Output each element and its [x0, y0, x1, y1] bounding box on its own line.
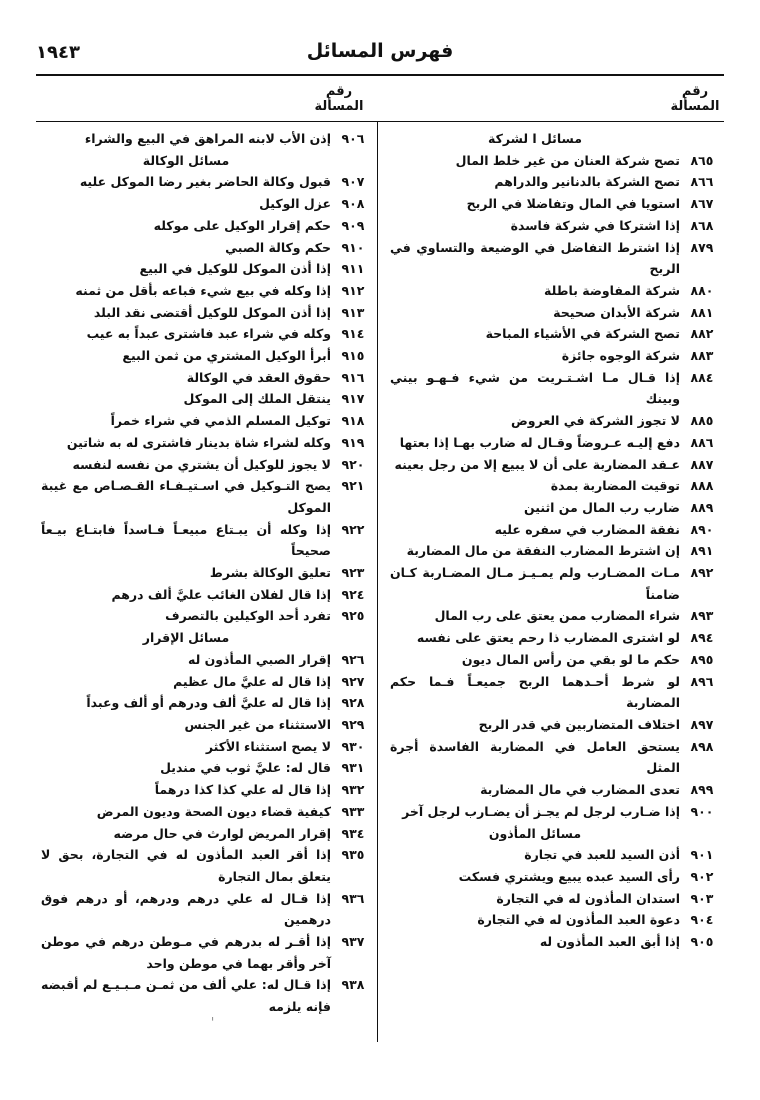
index-entry — [386, 779, 724, 801]
index-entry — [386, 909, 724, 931]
entry-text: دعوة العبد المأذون له في التجارة — [477, 912, 680, 928]
index-entry — [37, 779, 375, 801]
entry-text: أبرأ الوكيل المشتري من ثمن البيع — [122, 348, 331, 364]
entry-text: قال له: عليَّ ثوب في منديل — [160, 760, 331, 776]
index-entry — [37, 215, 375, 237]
entry-number: ٩٣٢ — [341, 782, 365, 798]
entry-text: شركة المفاوضة باطلة — [544, 282, 680, 298]
entry-number: ٩٣٨ — [341, 977, 365, 993]
entry-text: إذا قال له عليَّ ألف ودرهم أو ألف وعبداً — [86, 695, 331, 711]
entry-text: لو اشترى المضارب ذا رحم يعتق على نفسه — [416, 630, 680, 646]
entry-text: إذا قـال له: علي ألف من ثمـن مـبـيـع لم أقبضه فإنه يلزمه — [41, 977, 331, 1015]
index-entry — [37, 801, 375, 823]
entry-text: عـقد المضاربة على أن لا يبيع إلا من رجل بعينه — [394, 456, 680, 472]
entry-number: ٩٣٣ — [341, 803, 365, 819]
entry-number: ٩٢٢ — [341, 521, 365, 537]
index-entry — [386, 540, 724, 562]
entry-number: ٩١٤ — [341, 326, 365, 342]
index-entry — [37, 388, 375, 410]
entry-text: اختلاف المتضاربين في قدر الربح — [478, 716, 680, 732]
entry-number: ٩١٢ — [341, 282, 365, 298]
section-title: مسائل المأذون — [488, 825, 582, 841]
entry-text: ضارب رب المال من اثنين — [523, 499, 680, 515]
entry-text: إذا أذن الموكل للوكيل أقتضى نقد البلد — [93, 304, 331, 320]
entry-number: ٩٠٢ — [690, 868, 714, 884]
entry-text: تعدى المضارب في مال المضاربة — [480, 782, 680, 798]
entry-number: ٨٩٢ — [690, 565, 714, 581]
entry-text: إذا اشتركا في شركة فاسدة — [510, 217, 680, 233]
entry-text: إذا قال لفلان الغائب عليَّ ألف درهم — [111, 586, 331, 602]
index-entry — [386, 671, 724, 714]
entry-text: توكيل المسلم الذمي في شراء خمراً — [110, 413, 331, 429]
entry-number: ٨٩٤ — [690, 630, 714, 646]
index-entry — [386, 931, 724, 953]
index-entry — [386, 714, 724, 736]
index-entry — [386, 605, 724, 627]
entry-number: ٨٩٦ — [690, 673, 714, 689]
section-heading — [37, 150, 375, 172]
entry-number: ٩١٩ — [341, 434, 365, 450]
entry-number: ٩٣٦ — [341, 890, 365, 906]
index-entry — [386, 302, 724, 324]
index-entry — [37, 128, 375, 150]
entry-number: ٩٢٠ — [341, 456, 365, 472]
entry-text: لا تجوز الشركة في العروض — [510, 413, 680, 429]
entry-text: تعليق الوكالة بشرط — [209, 565, 331, 581]
index-entry — [37, 714, 375, 736]
entry-text: إذا وكله في بيع شيء فباعه بأقل من ثمنه — [75, 282, 331, 298]
entry-text: وكله لشراء شاة بدينار فاشترى له به شاتين — [66, 434, 331, 450]
column-divider — [377, 122, 378, 1042]
entry-text: إذن الأب لابنه المراهق في البيع والشراء — [84, 131, 331, 146]
entry-number: ٩٠٣ — [690, 890, 714, 906]
index-entry — [37, 584, 375, 606]
entry-text: يستحق العامل في المضاربة الفاسدة أجرة المثل — [390, 738, 680, 776]
section-title: مسائل الإقرار — [142, 630, 230, 646]
index-entry — [386, 215, 724, 237]
entry-number: ٩١٧ — [341, 391, 365, 407]
entry-number: ٩٣٥ — [341, 847, 365, 863]
entry-number: ٨٨٧ — [690, 456, 714, 472]
index-entry — [37, 367, 375, 389]
index-entry — [386, 323, 724, 345]
index-entry — [37, 475, 375, 518]
index-entry — [386, 432, 724, 454]
entry-text: إذا أقر العبد المأذون له في التجارة، بحق لا يتعلق بمال التجارة — [41, 847, 331, 884]
entry-number: ٨٨٤ — [690, 369, 714, 385]
entry-text: تفرد أحد الوكيلين بالتصرف — [165, 608, 331, 624]
entry-text: إذا ضـارب لرجل لم يجـز أن يضـارب لرجل آخر — [402, 803, 680, 819]
index-entry — [37, 432, 375, 454]
entry-number: ٩٢٦ — [341, 651, 365, 667]
index-entry — [37, 605, 375, 627]
entry-number: ٩٣٠ — [341, 738, 365, 754]
index-entry — [386, 562, 724, 605]
entry-text: حكم وكالة الصبي — [225, 239, 331, 255]
index-entry — [37, 562, 375, 584]
entry-text: كيفية قضاء ديون الصحة وديون المرض — [96, 803, 331, 819]
entry-text: لا يصح استثناء الأكثر — [205, 738, 331, 754]
entry-number: ٩١٣ — [341, 304, 365, 320]
left-column — [37, 128, 375, 1018]
entry-text: إقرار المريض لوارث في حال مرضه — [113, 825, 331, 841]
entry-number: ٨٩١ — [690, 543, 714, 559]
entry-text: تصح شركة العنان من غير خلط المال — [455, 152, 680, 168]
index-entry — [37, 454, 375, 476]
entry-number: ٩٠٨ — [341, 196, 365, 212]
entry-text: لو شرط أحـدهما الربح جميعـاً فـما حكم المضاربة — [390, 673, 680, 711]
section-title: مسائل الوكالة — [142, 152, 230, 168]
entry-number: ٨٧٩ — [690, 239, 714, 255]
entry-text: تصح الشركة بالدنانير والدراهم — [494, 174, 680, 190]
entry-text: إذا قـال مـا اشـتـريت من شيء فـهـو بيني وبينك — [390, 369, 680, 407]
entry-text: مـات المضـارب ولم يمـيـز مـال المضـاربة كـان ضامناً — [390, 565, 680, 602]
index-entry — [37, 931, 375, 974]
index-entry — [386, 801, 724, 823]
index-entry — [386, 627, 724, 649]
entry-number: ٨٨١ — [690, 304, 714, 320]
index-entry — [37, 237, 375, 259]
right-column-heading: رقم المسألة — [670, 84, 720, 114]
entry-number: ٨٨٩ — [690, 499, 714, 515]
index-entry — [37, 323, 375, 345]
entry-number: ٨٩٥ — [690, 651, 714, 667]
index-entry — [37, 974, 375, 1017]
page-number: ١٩٤٣ — [36, 42, 80, 63]
index-entry — [386, 497, 724, 519]
entry-number: ٨٨٢ — [690, 326, 714, 342]
index-entry — [37, 171, 375, 193]
index-entry — [386, 367, 724, 410]
index-entry — [386, 649, 724, 671]
index-entry — [386, 193, 724, 215]
entry-number: ٩٢٥ — [341, 608, 365, 624]
index-entry — [37, 649, 375, 671]
entry-number: ٨٨٣ — [690, 348, 714, 364]
entry-text: أذن السيد للعبد في تجارة — [524, 847, 680, 863]
entry-text: توقيت المضاربة بمدة — [550, 478, 680, 494]
index-entry — [386, 475, 724, 497]
entry-number: ٨٩٩ — [690, 782, 714, 798]
entry-number: ٩٢١ — [341, 478, 365, 494]
left-column-heading: رقم المسألة — [314, 84, 364, 114]
entry-text: إقرار الصبي المأذون له — [187, 651, 331, 667]
entry-number: ٩٣٧ — [341, 934, 365, 950]
entry-number: ٩٠٥ — [690, 934, 714, 950]
index-entry — [386, 888, 724, 910]
entry-text: يصح التـوكيل في اسـتيـفـاء القـصـاص مع غيبة الموكل — [41, 478, 331, 515]
index-entry — [386, 410, 724, 432]
right-column — [386, 128, 724, 953]
section-heading — [386, 823, 724, 845]
entry-text: إذا اشترط التفاضل في الوضيعة والتساوي في الربح — [390, 239, 680, 277]
entry-number: ٩١٦ — [341, 369, 365, 385]
index-entry — [386, 736, 724, 779]
index-entry — [37, 258, 375, 280]
entry-number: ٨٩٣ — [690, 608, 714, 624]
entry-number: ٨٩٠ — [690, 521, 714, 537]
entry-text: لا يجوز للوكيل أن يشتري من نفسه لنفسه — [72, 456, 331, 472]
entry-number: ٨٨٠ — [690, 282, 714, 298]
entry-text: إذا قال له عليَّ مال عظيم — [173, 673, 331, 689]
section-heading — [386, 128, 724, 150]
index-entry — [386, 150, 724, 172]
entry-number: ٩٢٩ — [341, 716, 365, 732]
entry-number: ٨٩٧ — [690, 716, 714, 732]
entry-text: دفع إليـه عـروضاً وقـال له ضارب بهـا إذا بعتها — [399, 434, 680, 450]
entry-text: شركة الوجوه جائزة — [561, 348, 680, 364]
index-entry — [37, 757, 375, 779]
entry-text: إذا قـال له علي درهم ودرهم، أو درهم فوق درهمين — [41, 890, 331, 928]
column-heading-rule — [36, 121, 724, 122]
page-title: فهرس المسائل — [306, 40, 454, 62]
entry-text: نفقة المضارب في سفره عليه — [494, 521, 680, 537]
entry-number: ٩٢٨ — [341, 695, 365, 711]
index-entry — [37, 280, 375, 302]
entry-text: ينتقل الملك إلى الموكل — [183, 391, 331, 407]
entry-number: ٨٨٥ — [690, 413, 714, 429]
index-entry — [37, 671, 375, 693]
index-entry — [37, 692, 375, 714]
entry-number: ٨٦٧ — [690, 196, 714, 212]
entry-text: إذا قال له علي كذا كذا درهماً — [154, 782, 331, 798]
index-entry — [37, 519, 375, 562]
index-entry — [37, 345, 375, 367]
entry-text: إذا أذن الموكل للوكيل في البيع — [139, 261, 331, 277]
index-entry — [37, 888, 375, 931]
entry-number: ٨٦٦ — [690, 174, 714, 190]
entry-number: ٩٠٦ — [341, 131, 365, 146]
entry-text: حكم ما لو بقي من رأس المال ديون — [461, 651, 680, 667]
entry-number: ٩٠٩ — [341, 217, 365, 233]
entry-number: ٨٦٥ — [690, 152, 714, 168]
entry-text: شركة الأبدان صحيحة — [553, 304, 680, 320]
index-entry — [386, 237, 724, 280]
entry-number: ٩٢٤ — [341, 586, 365, 602]
entry-text: إذا وكله أن يبـتاع مبيعـاً فـاسداً فابتـاع بيـعاً صحيحاً — [41, 521, 331, 559]
index-entry — [386, 171, 724, 193]
index-entry — [386, 280, 724, 302]
footer-mark: ᵎ — [212, 1016, 214, 1026]
header-rule — [36, 74, 724, 76]
index-entry — [386, 454, 724, 476]
index-entry — [386, 519, 724, 541]
entry-number: ٨٨٦ — [690, 434, 714, 450]
index-entry — [37, 302, 375, 324]
entry-number: ٨٦٨ — [690, 217, 714, 233]
entry-number: ٩١٨ — [341, 413, 365, 429]
index-entry — [386, 844, 724, 866]
index-entry — [386, 345, 724, 367]
entry-number: ٩٠٧ — [341, 174, 365, 190]
entry-text: استدان المأذون له في التجارة — [496, 890, 680, 906]
index-entry — [386, 866, 724, 888]
entry-number: ٩٢٧ — [341, 673, 365, 689]
entry-text: وكله في شراء عبد فاشترى عبداً به عيب — [86, 326, 331, 342]
entry-number: ٩٠٠ — [690, 803, 714, 819]
index-entry — [37, 823, 375, 845]
entry-text: حقوق العقد في الوكالة — [186, 369, 331, 385]
entry-number: ٩٠٤ — [690, 912, 714, 928]
entry-text: رأى السيد عبده يبيع ويشتري فسكت — [458, 868, 680, 884]
index-entry — [37, 736, 375, 758]
entry-text: استويا في المال وتفاضلا في الربح — [466, 196, 680, 212]
index-entry — [37, 193, 375, 215]
entry-text: إذا أقـر له بدرهم في مـوطن درهم في موطن آخر وأقر بهما في موطن واحد — [41, 934, 331, 971]
entry-text: الاستثناء من غير الجنس — [184, 716, 331, 732]
entry-number: ٩٣٤ — [341, 825, 365, 841]
entry-number: ٩١٠ — [341, 239, 365, 255]
index-entry — [37, 844, 375, 887]
entry-number: ٨٩٨ — [690, 738, 714, 754]
entry-number: ٩١٥ — [341, 348, 365, 364]
entry-number: ٩٠١ — [690, 847, 714, 863]
section-title: مسائل ا لشركة — [487, 131, 583, 146]
entry-number: ٩٣١ — [341, 760, 365, 776]
entry-number: ٨٨٨ — [690, 478, 714, 494]
entry-number: ٩٢٣ — [341, 565, 365, 581]
entry-text: شراء المضارب ممن يعتق على رب المال — [434, 608, 680, 624]
entry-text: قبول وكالة الحاضر بغير رضا الموكل عليه — [79, 174, 331, 190]
entry-text: تصح الشركة في الأشياء المباحة — [485, 326, 680, 342]
index-entry — [37, 410, 375, 432]
entry-text: عزل الوكيل — [259, 196, 331, 212]
entry-text: إن اشترط المضارب النفقة من مال المضاربة — [406, 543, 680, 559]
section-heading — [37, 627, 375, 649]
page-header — [36, 40, 724, 74]
entry-text: إذا أبق العبد المأذون له — [539, 934, 680, 950]
entry-number: ٩١١ — [341, 261, 365, 277]
entry-text: حكم إقرار الوكيل على موكله — [153, 217, 331, 233]
